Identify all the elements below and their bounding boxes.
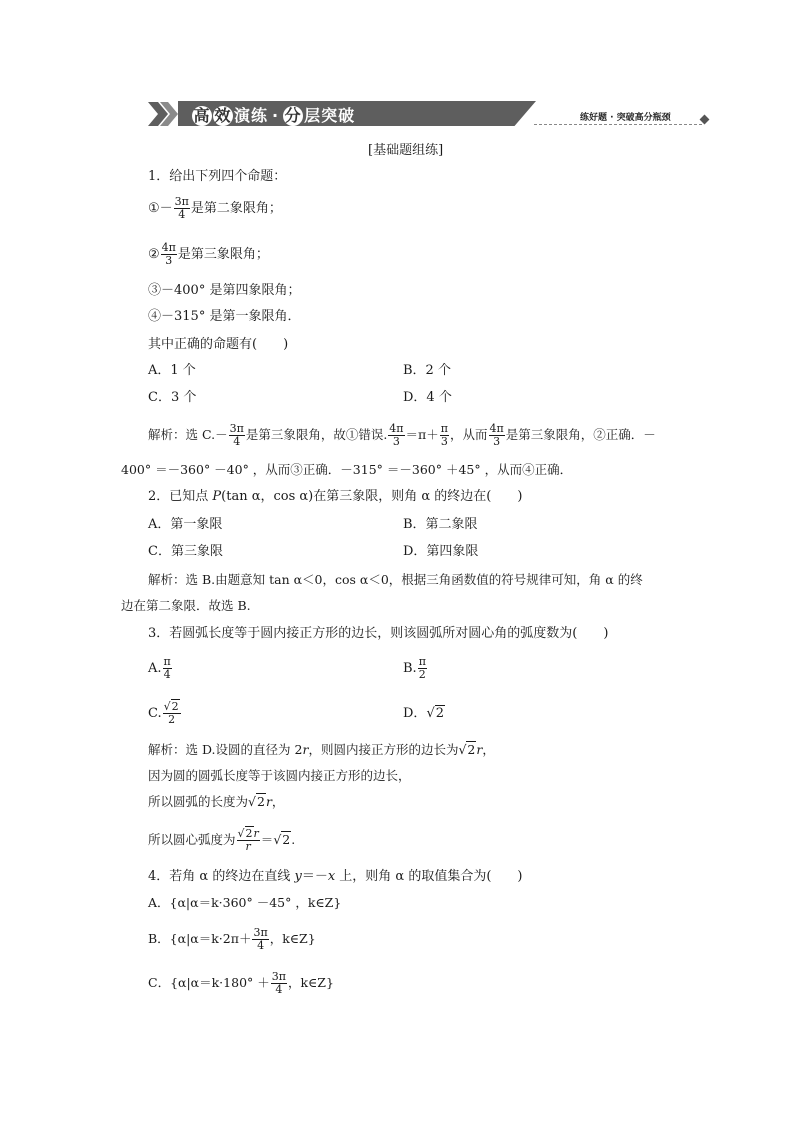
q1-sol-f4-den: 3 (489, 435, 505, 448)
banner-dot: · (272, 106, 280, 125)
q1-statement-3: ③－400° 是第四象限角； (148, 283, 301, 298)
q1-option-a: A．1 个 (148, 363, 196, 378)
q3-stem: 3．若圆弧长度等于圆内接正方形的边长，则该圆弧所对圆心角的弧度数为( ) (148, 626, 609, 641)
q3-solution-line-3: 所以圆弧的长度为√2r， (148, 794, 285, 809)
q1-sol-f4-num: 4π (489, 422, 504, 435)
q3-sol4-den (237, 840, 260, 853)
q2-stem-point: P (212, 489, 222, 504)
q3-solution-line-4: 所以圆心弧度为 $\frac{√2r}{r}$ ＝√2. (148, 827, 296, 853)
q3-option-a (148, 653, 173, 685)
banner-text-cengtupo: 层突破 (304, 106, 356, 125)
q1-sol-frac-4 (489, 423, 505, 448)
q4-stem-a: 4．若角 α 的终边在直线 (148, 869, 295, 884)
q2-stem-a: 2．已知点 (148, 489, 213, 504)
q3-b-label: B. (403, 661, 417, 676)
q3-sol4-num: √2r (237, 827, 259, 840)
q3-d-label: D． (403, 706, 427, 721)
q1-sol-f1-den: 4 (229, 435, 245, 448)
q4-c-den: 4 (271, 983, 287, 996)
q4-c-a: C．{α|α＝k·180° ＋ (148, 975, 270, 990)
q2-stem-b: (tan α，cos α)在第三象限，则角 α 的终边在( ) (221, 489, 523, 504)
q1-stem: 1．给出下列四个命题： (148, 169, 287, 184)
q4-c-fraction (271, 971, 287, 996)
q3-solution-line-1: 解析：选 D.设圆的直径为 2r，则圆内接正方形的边长为√2r， (148, 742, 495, 757)
q2-option-d: D．第四象限 (403, 544, 479, 559)
q1-sol-f2-num: 4π (389, 422, 404, 435)
q4-c-num: 3π (271, 970, 286, 983)
q1-s1-fraction (174, 196, 190, 221)
q3-solution-line-2: 因为圆的圆弧长度等于该圆内接正方形的边长， (148, 768, 411, 783)
q3-sol1-r2: r (476, 742, 483, 757)
q3-sol1-b: ，则圆内接正方形的边长为 (308, 742, 459, 757)
section-title: [基础题组练] (368, 143, 444, 158)
q1-s2-fraction (161, 242, 177, 267)
q1-s1-suffix: 是第二象限角； (190, 201, 282, 216)
q4-stem-x: x (327, 869, 336, 884)
q4-stem-y: y (294, 869, 302, 884)
q1-s2-den: 3 (161, 254, 177, 267)
q4-option-b (148, 924, 316, 954)
q1-sol-f3-den: 3 (440, 435, 448, 448)
q1-s2-suffix: 是第三象限角； (177, 247, 269, 262)
q3-sol4-den-r: r (245, 840, 251, 853)
q3-sol1-rad: 2 (467, 742, 476, 757)
q4-stem (148, 867, 523, 887)
diamond-icon (700, 115, 710, 125)
q1-s2-num: 4π (161, 241, 176, 254)
q4-b-a: B．{α|α＝k·2π＋ (148, 931, 252, 946)
q3-c-num-rad: 2 (171, 700, 179, 713)
banner-char-fen: 分 (284, 106, 302, 125)
q2-option-b: B．第二象限 (403, 517, 478, 532)
q1-sol-f2-den: 3 (388, 435, 404, 448)
q1-sol-part-e: 是第三象限角，②正确．－ (505, 427, 656, 442)
q2-option-a: A．第一象限 (148, 517, 223, 532)
q1-sol-f1-num: 3π (229, 422, 244, 435)
q3-option-c (148, 697, 182, 731)
q1-solution-line-1 (148, 420, 656, 450)
header-rule (534, 124, 702, 125)
q3-sol4-eq: ＝ (260, 832, 274, 847)
q1-sol-frac-3 (440, 423, 449, 448)
q3-option-d: D．√2 (403, 706, 445, 721)
q1-s2-prefix: ② (148, 247, 160, 262)
q3-b-den: 2 (418, 668, 426, 681)
q3-c-num: √2 (163, 700, 179, 713)
banner-title (192, 103, 355, 126)
q1-sol-part-b: 是第三象限角，故①错误. (245, 427, 388, 442)
q1-sol-part-c: ＝π＋ (405, 427, 439, 442)
q4-b-num: 3π (253, 926, 268, 939)
chevron-arrows-icon (148, 100, 182, 128)
q3-a-label: A. (148, 661, 162, 676)
q3-c-label: C. (148, 706, 162, 721)
q3-sol4-rad: 2 (282, 832, 291, 847)
header-slogan: 练好题 · 突破高分瓶颈 (580, 113, 671, 123)
banner-char-gao: 高 (193, 106, 211, 125)
q2-solution-line-2: 边在第二象限．故选 B. (121, 598, 251, 613)
q3-sol4-a: 所以圆心弧度为 (148, 832, 236, 847)
q3-sol1-r: r (302, 742, 309, 757)
q3-c-fraction (163, 701, 181, 726)
q3-sol3-b: ， (271, 794, 285, 809)
q3-b-fraction (418, 656, 427, 681)
q1-statement-2 (148, 240, 269, 270)
q3-sol4-num-rad: 2 (245, 827, 253, 840)
q1-sol-f3-num: π (440, 422, 448, 435)
q3-sol4-fraction (237, 828, 260, 853)
q3-a-num: π (163, 655, 171, 668)
q1-solution-line-2: 400° ＝－360° －40° ，从而③正确．－315° ＝－360° ＋45° ，从而④正确． (121, 462, 573, 477)
q4-b-den: 4 (252, 939, 268, 952)
q1-sol-frac-2 (388, 423, 404, 448)
q3-c-den: 2 (163, 713, 181, 726)
header-banner (148, 100, 708, 128)
q1-ask: 其中正确的命题有( ) (148, 337, 289, 352)
q4-option-a: A．{α|α＝k·360° －45° ，k∈Z} (148, 895, 342, 910)
q1-s1-prefix: ①－ (148, 201, 173, 216)
banner-text-yanlian: 演练 (234, 106, 269, 125)
q3-sol3-rad: 2 (256, 794, 265, 809)
q3-b-num: π (418, 655, 426, 668)
q1-sol-part-a: 解析：选 C.－ (148, 427, 228, 442)
q3-sol4-num-r: r (253, 827, 259, 840)
q1-s1-num: 3π (174, 195, 189, 208)
q3-sol1-c: ， (482, 742, 495, 757)
q1-sol-frac-1 (229, 423, 245, 448)
q1-statement-1 (148, 194, 282, 224)
q2-option-c: C．第三象限 (148, 544, 223, 559)
q1-s1-den: 4 (174, 208, 190, 221)
q3-a-fraction (163, 656, 172, 681)
q1-option-c: C．3 个 (148, 390, 197, 405)
q1-statement-4: ④－315° 是第一象限角． (148, 309, 301, 324)
q3-sol4-end: . (291, 832, 296, 847)
q4-c-b: ，k∈Z} (287, 975, 334, 990)
q2-stem (148, 487, 522, 507)
q2-solution-line-1: 解析：选 B.由题意知 tan α＜0，cos α＜0，根据三角函数值的符号规律可知，角 α 的终 (148, 572, 643, 587)
q1-option-b: B．2 个 (403, 363, 451, 378)
q4-b-b: ，k∈Z} (269, 931, 316, 946)
q3-sol1-a: 解析：选 D.设圆的直径为 2 (148, 742, 303, 757)
banner-char-xiao: 效 (214, 106, 232, 125)
q3-d-rad: 2 (435, 706, 445, 721)
q4-stem-c: 上，则角 α 的取值集合为( ) (335, 869, 523, 884)
q3-option-b (403, 653, 428, 685)
q1-sol-part-d: ，从而 (449, 427, 488, 442)
q3-sol3-a: 所以圆弧的长度为 (148, 794, 249, 809)
q4-b-fraction (252, 927, 268, 952)
q4-stem-b: ＝－ (301, 869, 328, 884)
q4-option-c (148, 968, 334, 998)
q1-option-d: D．4 个 (403, 390, 452, 405)
q3-sol3-r: r (265, 794, 272, 809)
q3-a-den: 4 (163, 668, 171, 681)
